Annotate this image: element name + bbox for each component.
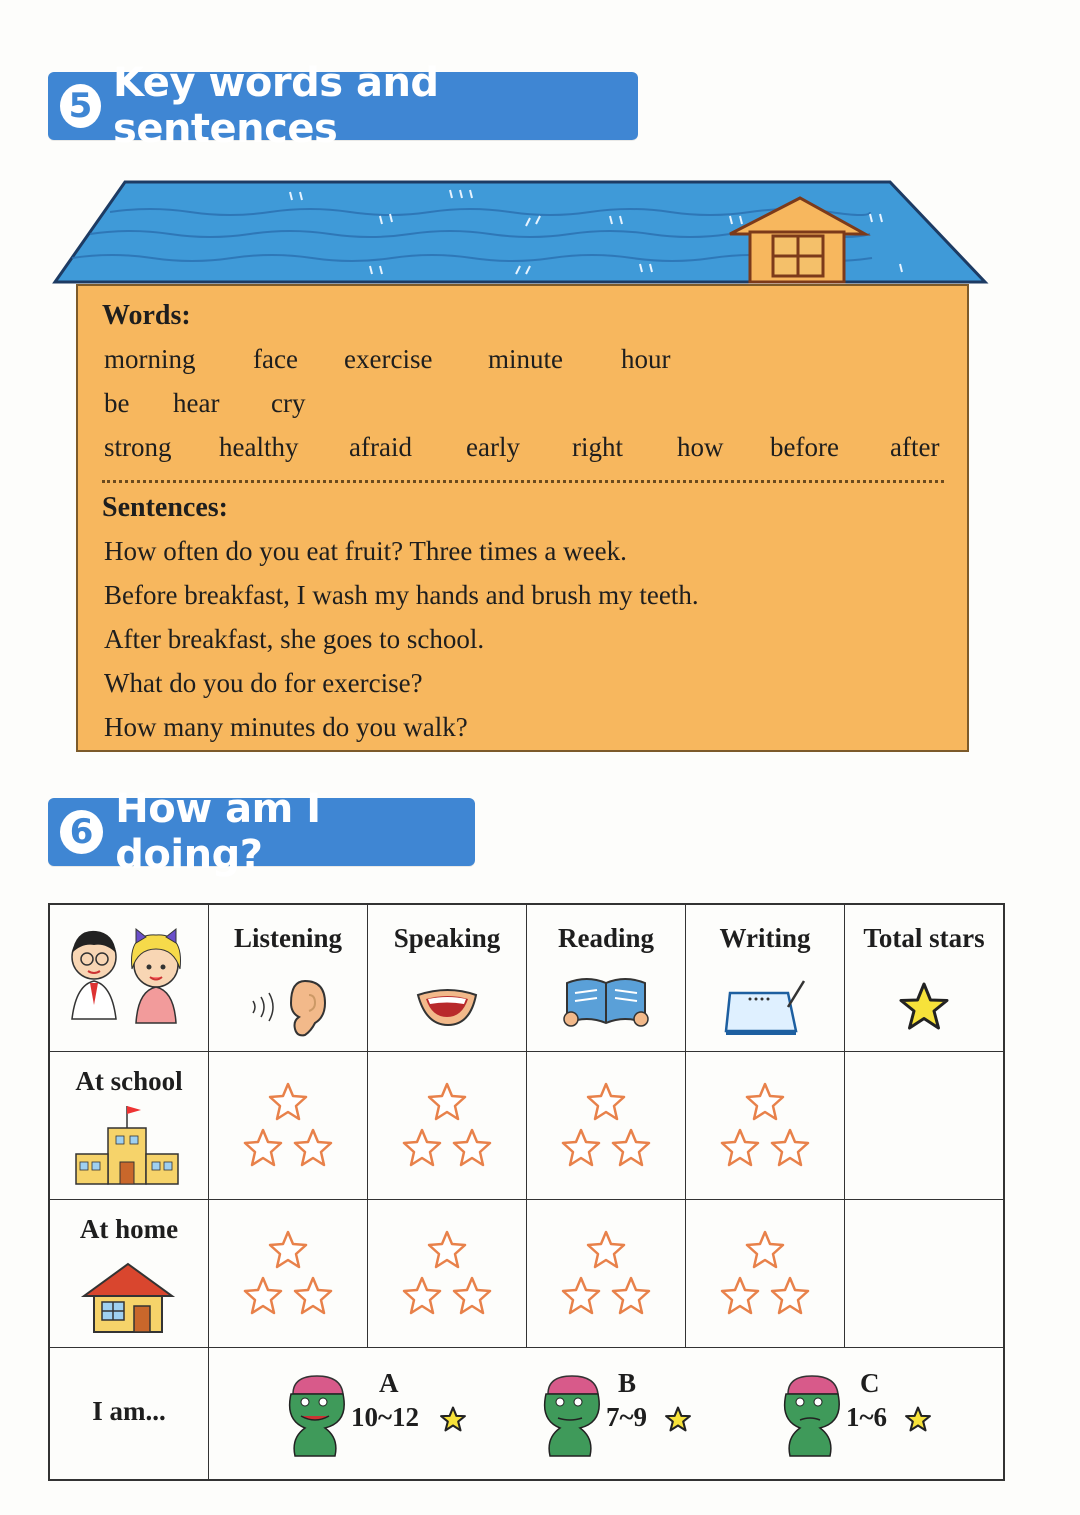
column-header: Total stars	[863, 923, 985, 953]
row-header: At school	[75, 1066, 183, 1096]
column-listening	[209, 905, 368, 1052]
dino-icon	[774, 1372, 844, 1458]
sentence: What do you do for exercise?	[104, 668, 423, 698]
column-header: Writing	[719, 923, 811, 953]
column-header: Listening	[233, 923, 343, 953]
total-stars-cell[interactable]	[845, 1200, 1003, 1348]
divider	[102, 480, 944, 483]
word: be	[104, 388, 130, 418]
stars-cell	[209, 1200, 368, 1348]
house-roof	[50, 178, 995, 290]
dino-icon	[534, 1372, 604, 1458]
stars-cell	[527, 1200, 686, 1348]
word: exercise	[344, 344, 433, 374]
stars-cell	[368, 1052, 527, 1200]
sentence: How often do you eat fruit? Three times a week.	[104, 536, 627, 566]
ear-icon	[243, 975, 333, 1037]
row-header: I am...	[92, 1396, 166, 1426]
row-i-am	[50, 1348, 209, 1479]
total-stars-cell[interactable]	[845, 1052, 1003, 1200]
sentence: Before breakfast, I wash my hands and brush my teeth.	[104, 580, 699, 610]
dino-icon	[279, 1372, 349, 1458]
level-letter: B	[618, 1368, 637, 1398]
empty-stars-icon	[556, 1082, 656, 1176]
word: healthy	[219, 432, 299, 462]
word: early	[466, 432, 520, 462]
empty-stars-icon	[238, 1082, 338, 1176]
level-range: 10~12	[351, 1402, 420, 1432]
row-header: At home	[79, 1214, 179, 1244]
level-range: 7~9	[606, 1402, 648, 1432]
book-icon	[561, 969, 651, 1033]
level-letter: C	[860, 1368, 880, 1398]
column-reading	[527, 905, 686, 1052]
sentence: After breakfast, she goes to school.	[104, 624, 485, 654]
sentences-label: Sentences:	[102, 492, 228, 523]
row-at-home	[50, 1200, 209, 1348]
word: hour	[621, 344, 671, 374]
stars-cell	[686, 1052, 845, 1200]
stars-cell	[209, 1052, 368, 1200]
empty-stars-icon	[715, 1082, 815, 1176]
word: minute	[488, 344, 563, 374]
level-letter: A	[379, 1368, 399, 1398]
star-icon	[897, 981, 951, 1033]
stars-cell	[368, 1200, 527, 1348]
word: how	[677, 432, 724, 462]
section-6-number: 6	[60, 810, 103, 854]
section-5-number: 5	[60, 84, 101, 128]
word: face	[253, 344, 298, 374]
empty-stars-icon	[715, 1230, 815, 1324]
section-6-header	[48, 786, 475, 878]
column-header: Reading	[557, 923, 655, 953]
sentence: How many minutes do you walk?	[104, 712, 468, 742]
column-writing	[686, 905, 845, 1052]
school-icon	[72, 1104, 182, 1188]
word: right	[572, 432, 623, 462]
star-icon	[439, 1406, 467, 1433]
star-icon	[664, 1406, 692, 1433]
writing-pad-icon	[720, 977, 810, 1037]
key-words-panel	[76, 284, 969, 752]
word: hear	[173, 388, 220, 418]
word: afraid	[349, 432, 412, 462]
stars-cell	[686, 1200, 845, 1348]
empty-stars-icon	[397, 1230, 497, 1324]
mouth-icon	[412, 981, 482, 1029]
empty-stars-icon	[397, 1082, 497, 1176]
column-total-stars	[845, 905, 1003, 1052]
kids-icon	[54, 919, 204, 1039]
level-c[interactable]	[774, 1370, 954, 1460]
words-label: Words:	[102, 300, 191, 331]
level-options	[209, 1348, 1003, 1479]
empty-stars-icon	[556, 1230, 656, 1324]
word: before	[770, 432, 839, 462]
section-5-header	[48, 60, 638, 152]
word: morning	[104, 344, 196, 374]
level-range: 1~6	[846, 1402, 888, 1432]
level-b[interactable]	[534, 1370, 714, 1460]
word: cry	[271, 388, 306, 418]
column-header: Speaking	[393, 923, 501, 953]
word: after	[890, 432, 940, 462]
column-speaking	[368, 905, 527, 1052]
star-icon	[904, 1406, 932, 1433]
kids-cell	[50, 905, 209, 1052]
level-a[interactable]	[279, 1370, 479, 1460]
word: strong	[104, 432, 172, 462]
stars-cell	[527, 1052, 686, 1200]
section-5-title: Key words and sentences	[113, 60, 439, 152]
self-assessment-table	[48, 903, 1005, 1481]
empty-stars-icon	[238, 1230, 338, 1324]
row-at-school	[50, 1052, 209, 1200]
section-6-title: How am I doing?	[115, 786, 321, 878]
house-icon	[80, 1260, 176, 1336]
